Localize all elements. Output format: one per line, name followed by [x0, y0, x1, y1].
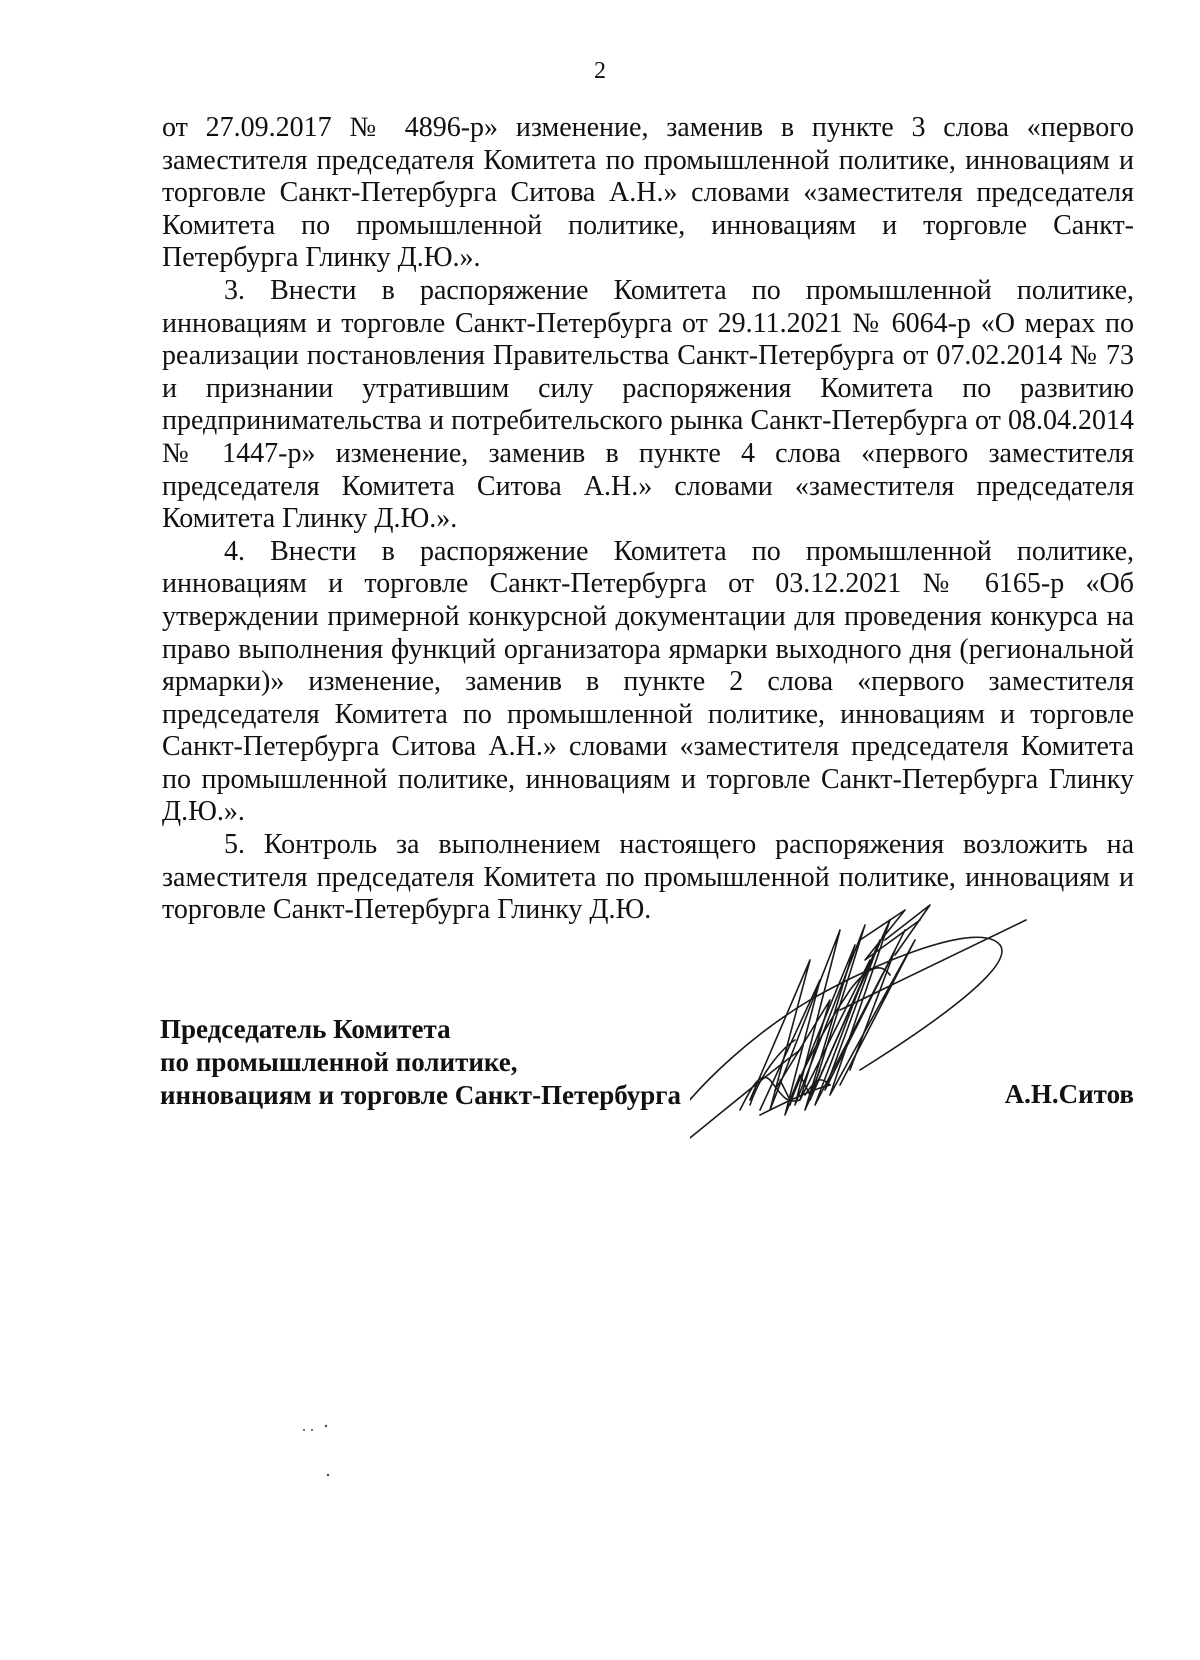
paragraph-item-4: 4. Внести в распоряжение Комитета по промышленной политике, инновациям и торговле Санкт-Петербурга от 03.12.2021 № 6165-р «Об утверждении примерной конкурсной документации для проведения конкурса на право выполнения функций организатора ярмарки выходного дня (региональной ярмарки)» изменение, заменив в пункте 2 слова «первого заместителя председателя Комитета по промышленной политике, инновациям и торговле Санкт-Петербурга Ситова А.Н.» словами «заместителя председателя Комитета по промышленной политике, инновациям и торговле Санкт-Петербурга Глинку Д.Ю.». — [162, 535, 1134, 828]
page-number: 2 — [594, 58, 606, 84]
paragraph-item-3: 3. Внести в распоряжение Комитета по промышленной политике, инновациям и торговле Санкт-Петербурга от 29.11.2021 № 6064-р «О мерах по реализации постановления Правительства Санкт-Петербурга от 07.02.2014 № 73 и признании утратившим силу распоряжения Комитета по развитию предпринимательства и потребительского рынка Санкт-Петербурга от 08.04.2014 № 1447-р» изменение, заменив в пункте 4 слова «первого заместителя председателя Комитета Ситова А.Н.» словами «заместителя председателя Комитета Глинку Д.Ю.». — [162, 274, 1134, 535]
signatory-title — [160, 1013, 681, 1112]
handwritten-signature — [690, 900, 1090, 1210]
signatory-title-line: по промышленной политике, — [160, 1047, 518, 1077]
paragraph-continuation: от 27.09.2017 № 4896-р» изменение, заменив в пункте 3 слова «первого заместителя председателя Комитета по промышленной политике, инновациям и торговле Санкт-Петербурга Ситова А.Н.» словами «заместителя председателя Комитета по промышленной политике, инновациям и торговле Санкт-Петербурга Глинку Д.Ю.». — [162, 112, 1134, 274]
signatory-title-line: инновациям и торговле Санкт-Петербурга — [160, 1080, 682, 1110]
signatory-name: А.Н.Ситов — [1004, 1079, 1134, 1109]
signatory-title-line: Председатель Комитета — [160, 1014, 451, 1044]
document-body — [162, 112, 1134, 927]
scan-specks — [300, 1420, 360, 1500]
paragraph-item-5: 5. Контроль за выполнением настоящего распоряжения возложить на заместителя председателя Комитета по промышленной политике, инновациям и торговле Санкт-Петербурга Глинку Д.Ю. — [162, 829, 1134, 926]
